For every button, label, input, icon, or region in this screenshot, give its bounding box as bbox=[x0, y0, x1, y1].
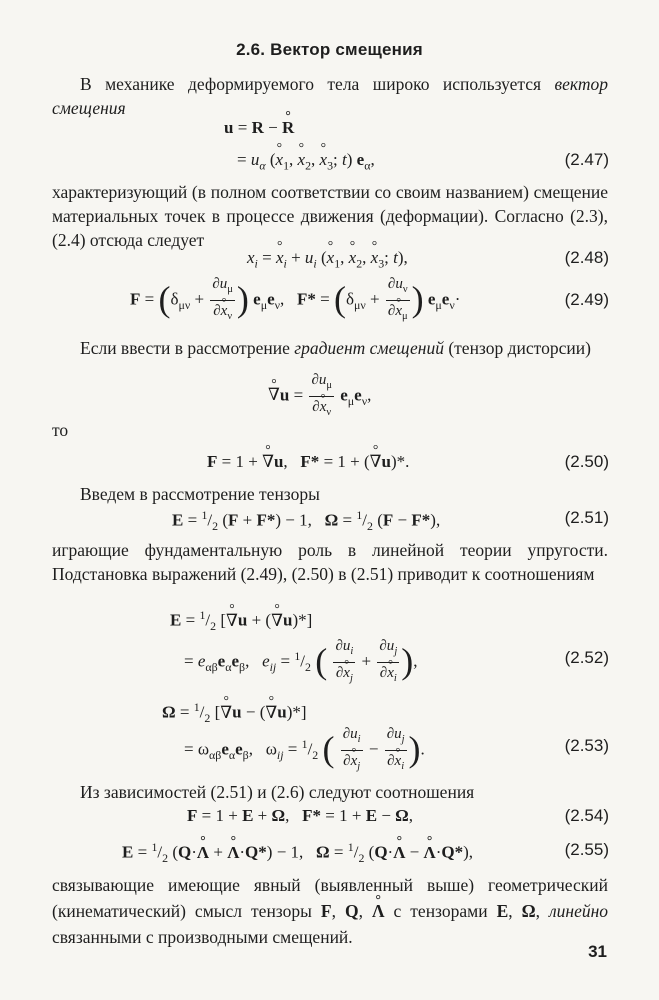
paragraph-linear-elasticity: играющие фундаментальную роль в линейной теории упругости. Подстановка выражений (2.49), (2.50) в (2.51) приводит к соотношениям bbox=[52, 540, 608, 584]
equation-2-53-line2: = $\omega_{\alpha\beta}e_\alpha e_\beta$, $\omega_{ij} = ^1/_2$ ( $\frac{\partial u_i}{\partial^\circ x_j}$ − $\frac{\partial u_j}{\partial^\circ x_i}$ ). bbox=[184, 724, 425, 777]
equation-2-49: $F = (\delta_{\mu\nu}$ + $\frac{\partial u_\mu}{\partial^\circ x_\nu}$ ) $e_\mu e_\nu$, $F* = (\delta_{\mu\nu}$ + $\frac{\partial u_\nu}{\partial^\circ x_\mu}$ ) $e_\mu e_\nu\cdot$ bbox=[130, 274, 460, 327]
equation-2-52-line1: $E = ^1/_2$ [° ∇u + (° ∇u)*] bbox=[170, 608, 312, 634]
paragraph-introduce-tensors: Введем в рассмотрение тензоры bbox=[80, 484, 320, 504]
paragraph-conclusion: связывающие имеющие явный (выявленный выше) геометрический (кинематический) смысл тензоры F, Q, ° Λ с тензорами E, Ω, линейно связанными с производными смещений. bbox=[52, 872, 608, 950]
term-linearly: линейно bbox=[549, 901, 609, 921]
page-number: 31 bbox=[588, 942, 607, 961]
equation-number: (2.49) bbox=[564, 290, 609, 309]
equation-2-52-line2: = $e_{\alpha\beta}e_\alpha e_\beta$, $e_{ij} = ^1/_2$ ( $\frac{\partial u_i}{\partial^\circ x_j}$ + $\frac{\partial u_j}{\partial^\circ x_i}$ ), bbox=[184, 636, 417, 689]
paragraph-consequence: характеризующий (в полном соответствии со своим названием) смещение материальных точек в процессе движения (деформации). Согласно (2.3), (2.4) отсюда следует bbox=[52, 182, 608, 250]
equation-gradient-definition: ° ∇u = $\frac{\partial u_\mu}{\partial^\circ x_\nu}$ $e_\mu e_\nu$, bbox=[268, 370, 371, 423]
equation-number: (2.47) bbox=[564, 150, 609, 169]
paragraph-gradient: Если ввести в рассмотрение градиент смещений (тензор дисторсии) bbox=[80, 338, 591, 358]
equation-2-48: $x_i$ = ° $x_i + u_i$ (° $x_1$, ° $x_2$, ° $x_3$; t), bbox=[247, 248, 408, 271]
term-displacement-vector: вектор смещения bbox=[52, 74, 609, 118]
equation-2-51: $E = ^1/_2$ (F + F*) − 1, $\Omega = ^1/_2$ (F − F*), bbox=[172, 508, 441, 534]
paragraph-dependencies: Из зависимостей (2.51) и (2.6) следуют соотношения bbox=[80, 782, 475, 802]
equation-number: (2.50) bbox=[564, 452, 609, 471]
equation-number: (2.51) bbox=[564, 508, 609, 527]
paragraph-intro: В механике деформируемого тела широко используется вектор смещения bbox=[52, 74, 609, 118]
equation-number: (2.48) bbox=[564, 248, 609, 267]
equation-2-53-line1: $\Omega = ^1/_2$ [° ∇u − (° ∇u)*] bbox=[162, 700, 307, 726]
equation-2-47-line1: u = R − ° R bbox=[224, 118, 294, 138]
equation-2-55: $E = ^1/_2$ (Q·° Λ + ° Λ·Q*) − 1, $\Omega = ^1/_2$ (Q·° Λ − ° Λ·Q*), bbox=[122, 840, 473, 866]
equation-2-54: F = 1 + E + Ω, F* = 1 + E − Ω, bbox=[187, 806, 414, 825]
equation-number: (2.55) bbox=[564, 840, 609, 859]
equation-2-50: F = 1 + ° ∇u, F* = 1 + (° ∇u)*. bbox=[207, 452, 409, 472]
paragraph-then: то bbox=[52, 420, 69, 440]
equation-number: (2.52) bbox=[564, 648, 609, 667]
equation-2-47-line2: = $u_\alpha$ (° $x_1$, ° $x_2$, ° $x_3$; t) $e_\alpha$, bbox=[237, 150, 375, 173]
equation-number: (2.53) bbox=[564, 736, 609, 755]
equation-number: (2.54) bbox=[564, 806, 609, 825]
section-title: 2.6. Вектор смещения bbox=[236, 40, 423, 59]
term-displacement-gradient: градиент смещений bbox=[294, 338, 444, 358]
